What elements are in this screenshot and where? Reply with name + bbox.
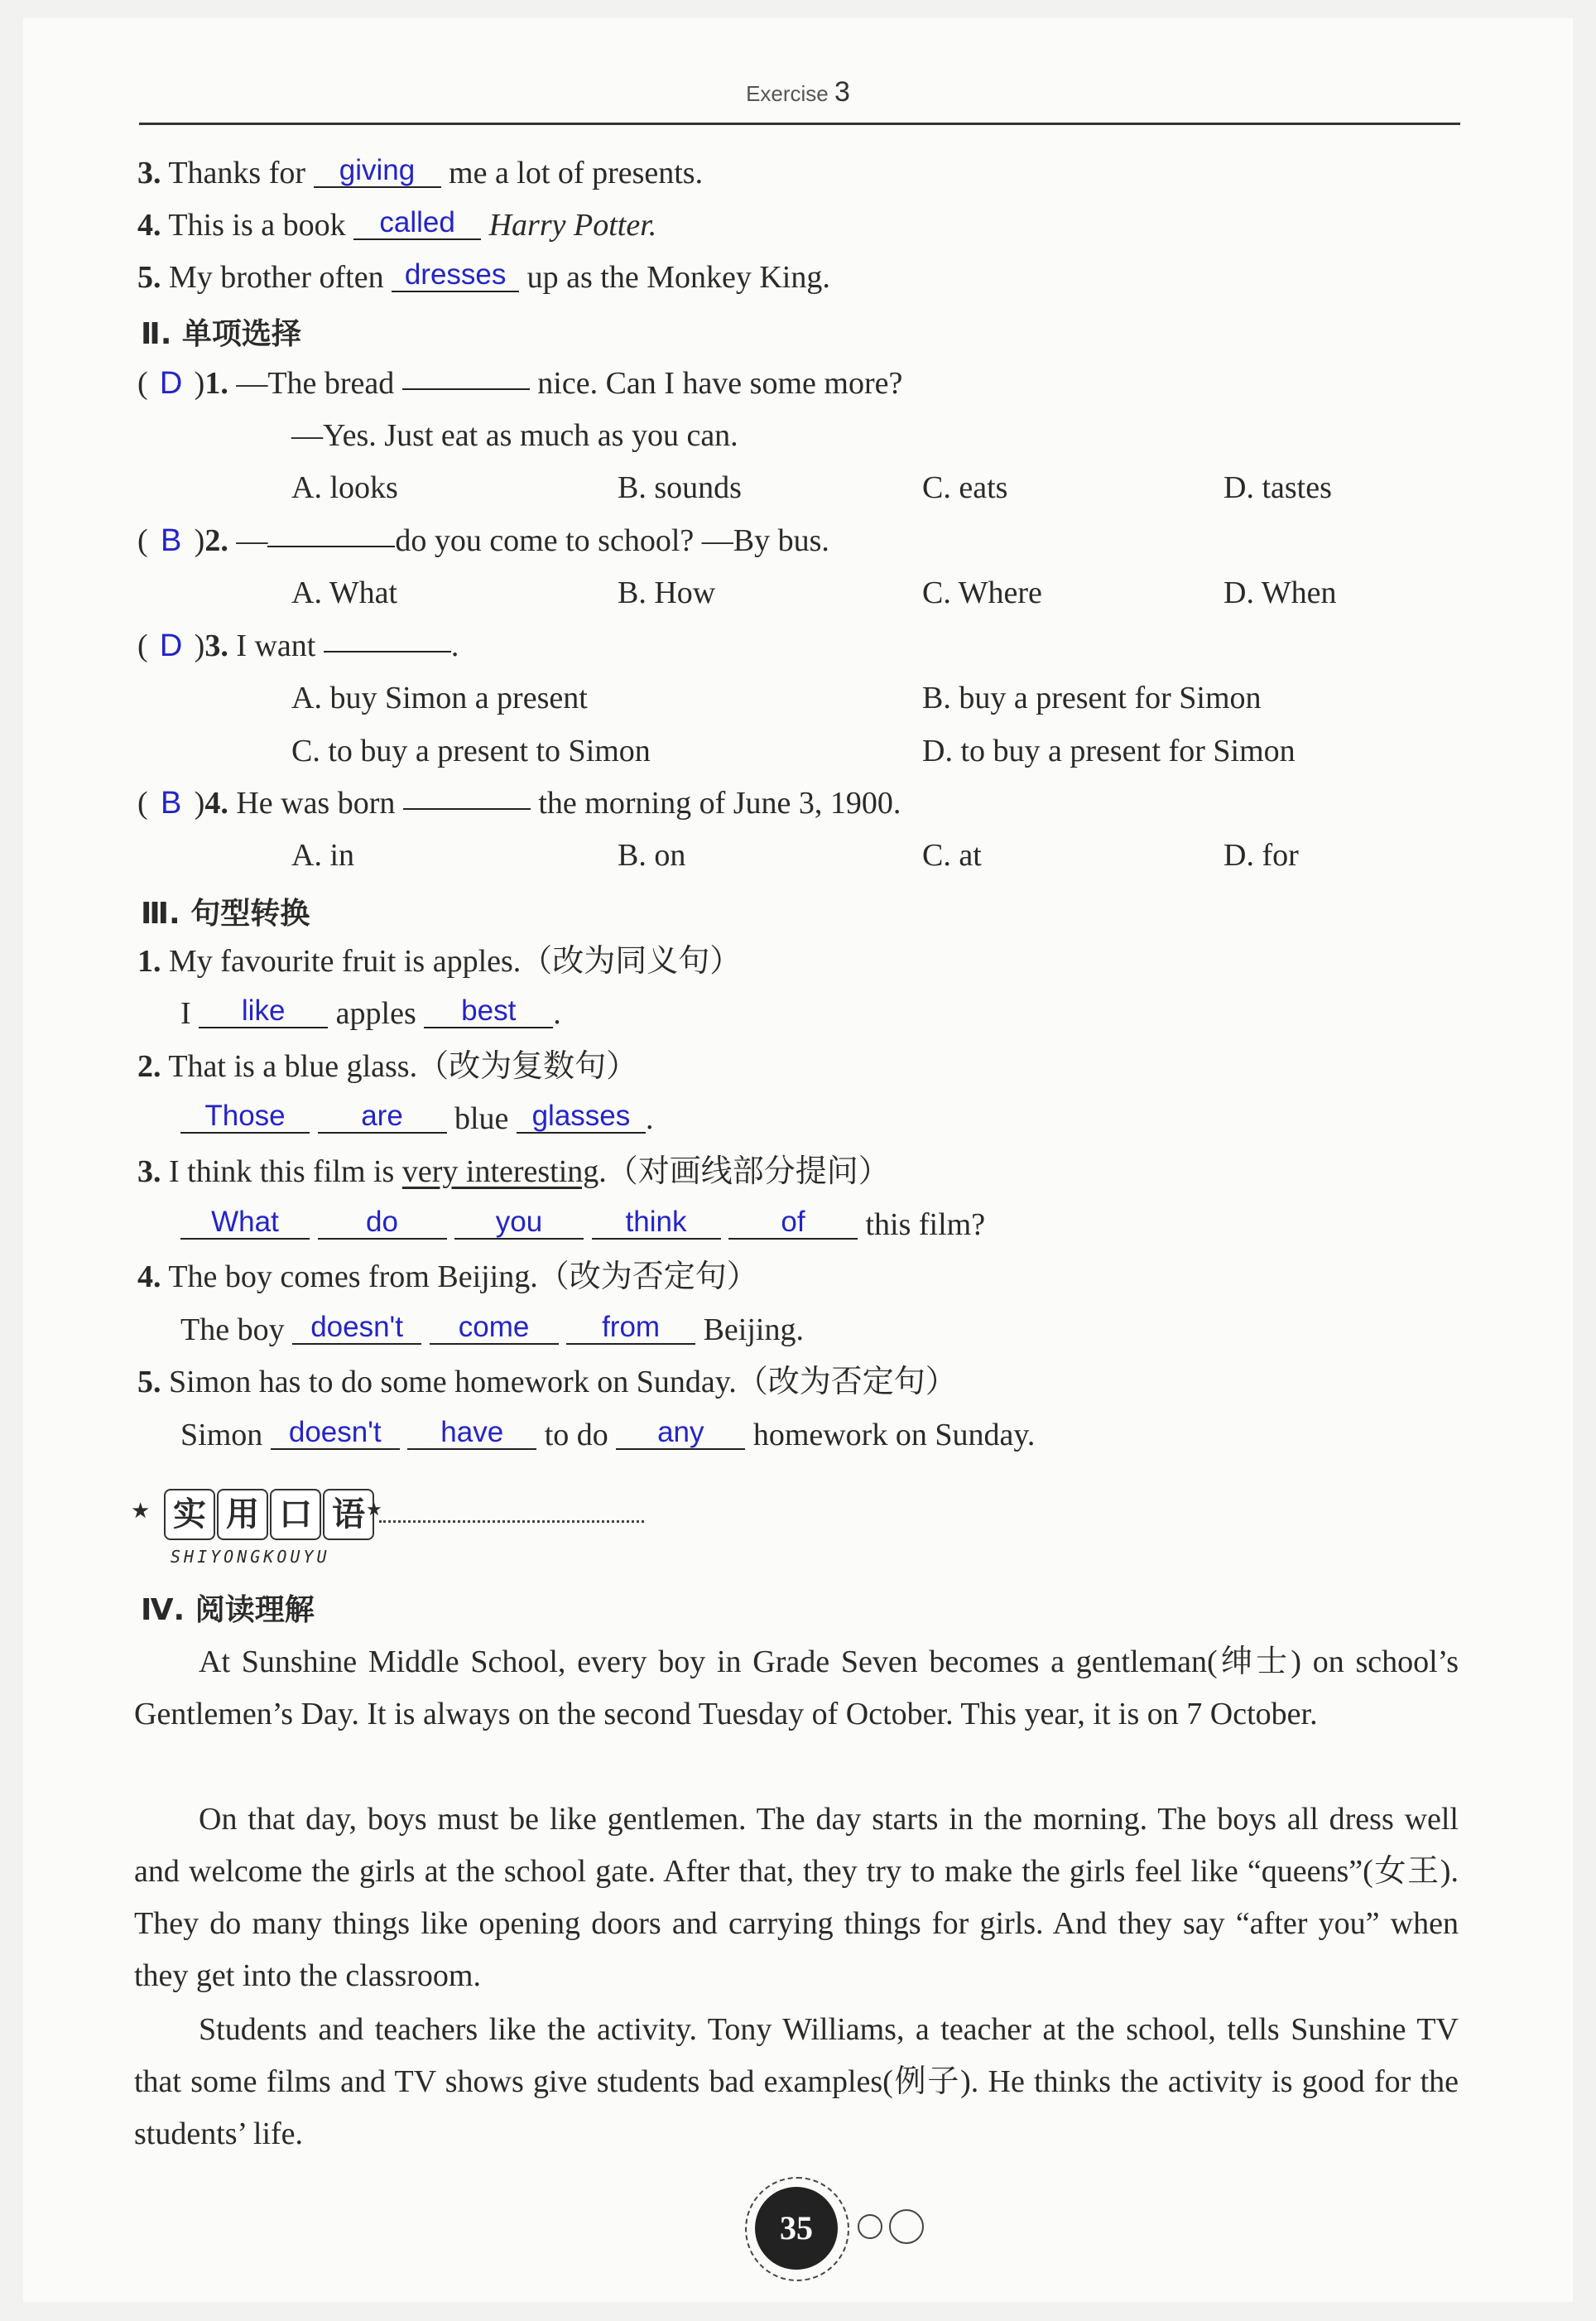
banner-char: 用 xyxy=(217,1489,268,1540)
blank[interactable]: think xyxy=(592,1206,721,1240)
reading-paragraph: At Sunshine Middle School, every boy in Grade Seven becomes a gentleman(绅士) on school’s Gentlemen’s Day. It is always on the second Tuesday of October. This year, it is on 7 October. xyxy=(134,1644,1459,1731)
decor-circle xyxy=(889,2209,924,2244)
blank[interactable]: from xyxy=(566,1312,695,1345)
option: C. to buy a present to Simon xyxy=(291,734,651,768)
dotted-rule xyxy=(379,1520,644,1523)
option: C. at xyxy=(922,838,982,873)
blank[interactable]: best xyxy=(424,995,553,1028)
transform-q4: 4. The boy comes from Beijing.（改为否定句） xyxy=(137,1259,758,1294)
running-header: Exercise 3 xyxy=(746,76,850,108)
option: D. for xyxy=(1223,838,1299,873)
blank[interactable]: glasses xyxy=(517,1100,646,1134)
option: A. in xyxy=(291,838,354,873)
blank[interactable]: are xyxy=(318,1100,447,1134)
star-icon: ★ xyxy=(366,1499,382,1519)
transform-q1-answer: I like apples best . xyxy=(180,994,561,1031)
answer[interactable]: B xyxy=(160,786,182,821)
blank[interactable]: do xyxy=(318,1206,447,1240)
option: C. Where xyxy=(922,575,1042,610)
transform-q2-answer: Those are blue glasses . xyxy=(180,1100,653,1138)
star-icon: ★ xyxy=(131,1499,151,1523)
header-rule xyxy=(139,123,1460,125)
blank[interactable]: you xyxy=(454,1206,584,1240)
option: A. looks xyxy=(291,470,398,505)
blank[interactable]: of xyxy=(728,1206,858,1240)
transform-q3-answer: What do you think of this film? xyxy=(180,1206,985,1244)
answer[interactable]: D xyxy=(159,628,183,663)
blank[interactable] xyxy=(267,546,395,547)
answer[interactable]: D xyxy=(159,366,183,401)
banner-char: 语 xyxy=(323,1489,374,1540)
blank[interactable] xyxy=(403,808,531,810)
option: D. When xyxy=(1223,575,1337,610)
banner-char: 实 xyxy=(164,1489,215,1540)
answer[interactable]: B xyxy=(160,523,182,558)
blank[interactable]: Those xyxy=(180,1100,310,1134)
banner-pinyin: SHIYONGKOUYU xyxy=(171,1547,330,1567)
blank[interactable]: any xyxy=(616,1417,745,1450)
option: B. on xyxy=(618,838,686,873)
section-title-choice: Ⅱ. 单项选择 xyxy=(141,317,301,351)
blank[interactable]: called xyxy=(353,207,481,240)
choice-q1-reply: —Yes. Just eat as much as you can. xyxy=(291,418,738,453)
transform-q5-answer: Simon doesn't have to do any homework on Sunday. xyxy=(180,1416,1036,1452)
reading-paragraph: Students and teachers like the activity. Tony Williams, a teacher at the school, tells Sunshine TV that some films and TV shows give students bad examples(例子). He thinks the activity is good for the students’ life. xyxy=(134,2012,1459,2151)
option: A. What xyxy=(291,575,398,610)
transform-q3: 3. I think this film is very interesting.（对画线部分提问） xyxy=(137,1154,890,1189)
option: B. How xyxy=(618,575,716,610)
reading-paragraph: On that day, boys must be like gentlemen. The day starts in the morning. The boys all dress well and welcome the girls at the school gate. After that, they try to make the girls feel like “queens”(女王). They do many things like opening doors and carrying things for girls. And they say “after you” when they get into the classroom. xyxy=(134,1802,1459,1993)
section-title-transform: Ⅲ. 句型转换 xyxy=(141,897,310,931)
option: D. to buy a present for Simon xyxy=(922,734,1296,768)
blank[interactable]: giving xyxy=(314,155,441,188)
transform-q5: 5. Simon has to do some homework on Sunday.（改为否定句） xyxy=(137,1365,957,1399)
decor-circle xyxy=(858,2214,882,2239)
section-title-reading: Ⅳ. 阅读理解 xyxy=(141,1593,315,1627)
option: D. tastes xyxy=(1223,470,1332,505)
blank[interactable] xyxy=(324,651,451,652)
blank[interactable]: have xyxy=(407,1417,536,1450)
blank[interactable]: doesn't xyxy=(292,1312,421,1345)
blank[interactable]: like xyxy=(199,995,328,1028)
choice-q3: ( D )3. I want . xyxy=(137,628,459,663)
transform-q4-answer: The boy doesn't come from Beijing. xyxy=(180,1311,804,1347)
blank[interactable]: What xyxy=(180,1206,310,1240)
choice-q4: ( B )4. He was born the morning of June 3, 1900. xyxy=(137,786,901,821)
transform-q2: 2. That is a blue glass.（改为复数句） xyxy=(137,1049,638,1084)
option: C. eats xyxy=(922,470,1008,505)
fill-item-3: 3. Thanks for giving me a lot of presents. xyxy=(137,154,704,190)
blank[interactable]: come xyxy=(430,1312,559,1345)
choice-q2: ( B )2. — do you come to school? —By bus. xyxy=(137,523,829,558)
choice-q1: ( D )1. —The bread nice. Can I have some more? xyxy=(137,366,903,401)
banner-char: 口 xyxy=(270,1489,321,1540)
option: B. sounds xyxy=(618,470,742,505)
option: A. buy Simon a present xyxy=(291,681,588,715)
page-number: 35 xyxy=(755,2187,838,2270)
spoken-english-banner xyxy=(131,1474,661,1573)
transform-q1: 1. My favourite fruit is apples.（改为同义句） xyxy=(137,944,742,979)
fill-item-4: 4. This is a book called Harry Potter. xyxy=(137,206,657,243)
blank[interactable]: doesn't xyxy=(271,1417,400,1450)
option: B. buy a present for Simon xyxy=(922,681,1262,715)
underlined-phrase: very interesting xyxy=(401,1154,599,1189)
blank[interactable] xyxy=(402,388,530,390)
fill-item-5: 5. My brother often dresses up as the Monkey King. xyxy=(137,258,830,295)
blank[interactable]: dresses xyxy=(392,259,519,292)
